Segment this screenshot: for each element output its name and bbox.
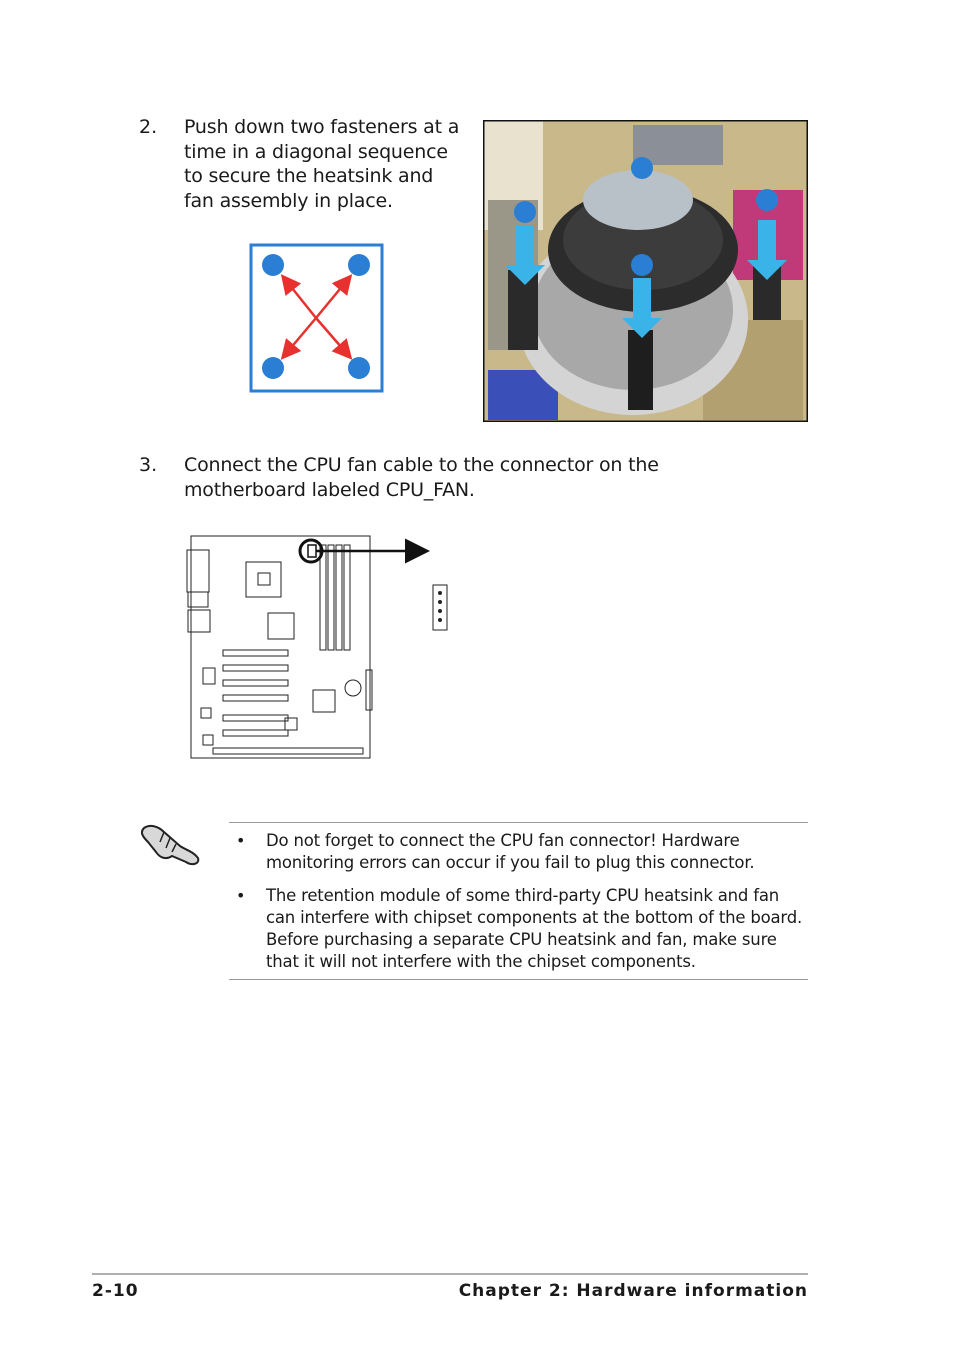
note-1-bullet: • <box>236 831 246 850</box>
step-2-number: 2. <box>139 116 158 138</box>
note-2-text: The retention module of some third-party CPU heatsink and fan can interfere with chipset components at the bottom of the board. Before purchasing a separate CPU heatsink and fan, make sure that it will not interfere with the chipset components. <box>266 886 803 971</box>
hand-pointing-icon <box>140 818 202 868</box>
fastener-sequence-diagram <box>249 243 384 393</box>
fastener-dot-bottom-left <box>262 357 284 379</box>
note-bottom-rule <box>229 979 808 980</box>
note-2-bullet: • <box>236 886 246 905</box>
step-3-number: 3. <box>139 454 158 476</box>
page-number: 2-10 <box>92 1281 139 1301</box>
note-1-text: Do not forget to connect the CPU fan connector! Hardware monitoring errors can occur if you fail to plug this connector. <box>266 831 755 872</box>
fastener-dot-top-left <box>262 254 284 276</box>
chapter-title: Chapter 2: Hardware information <box>458 1281 808 1301</box>
fastener-dot-bottom-right <box>348 357 370 379</box>
motherboard-layout-diagram <box>183 530 453 762</box>
heatsink-installation-photo <box>483 120 808 422</box>
step-2-text: Push down two fasteners at a time in a diagonal sequence to secure the heatsink and fan assembly in place. <box>184 116 460 212</box>
note-top-rule <box>229 822 808 823</box>
footer-rule <box>92 1273 808 1275</box>
step-3-text: Connect the CPU fan cable to the connector on the motherboard labeled CPU_FAN. <box>184 454 659 501</box>
fastener-dot-top-right <box>348 254 370 276</box>
